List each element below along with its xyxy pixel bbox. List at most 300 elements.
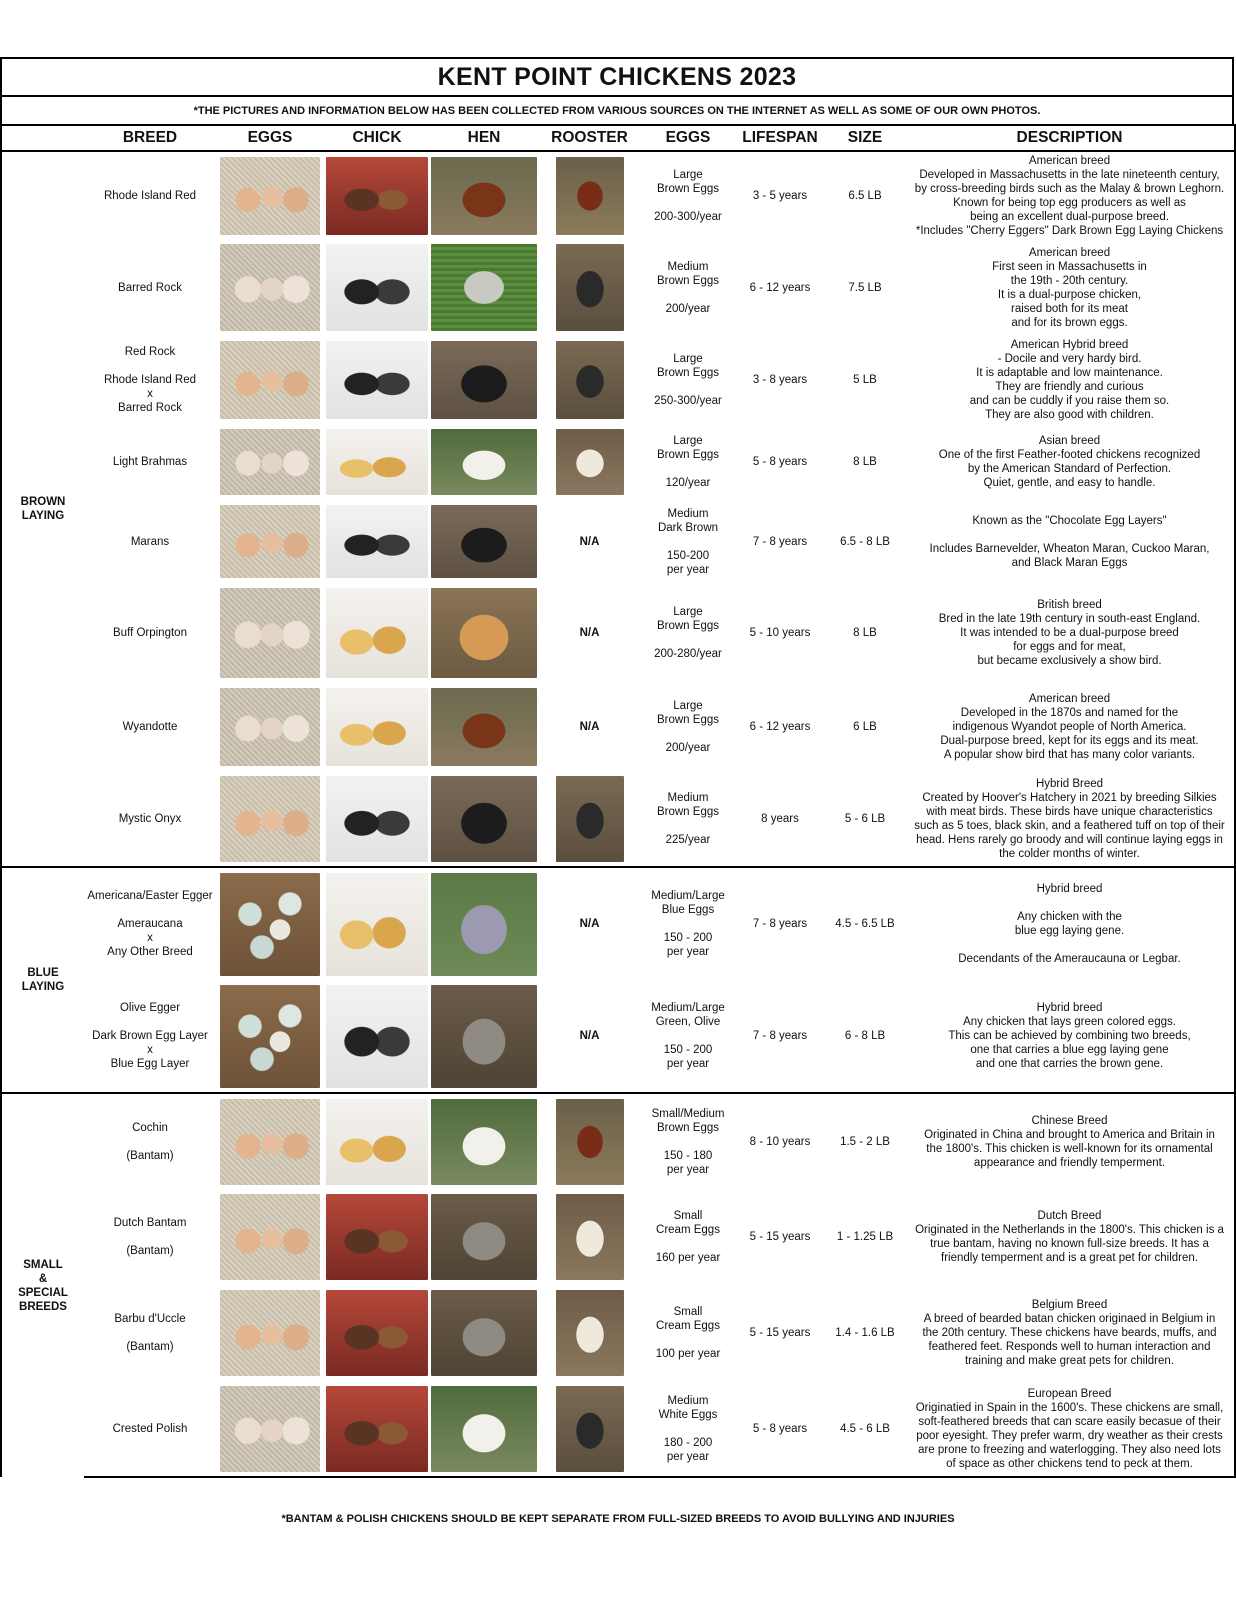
rooster-cell xyxy=(538,336,641,424)
text-line: Brown Eggs xyxy=(656,449,719,461)
text-line: Hybrid breed xyxy=(1036,1002,1103,1014)
eggs-photo xyxy=(220,1386,320,1472)
text-line: the 19th - 20th century. xyxy=(1010,274,1129,287)
text-line: Known for being top egg producers as well as xyxy=(953,196,1186,209)
chick-cell xyxy=(324,771,430,867)
text-line: and one that carries the brown gene. xyxy=(975,1058,1164,1070)
rooster-photo xyxy=(556,244,624,331)
size-value: 1.4 - 1.6 LB xyxy=(835,1327,895,1339)
text-line: White Eggs xyxy=(658,1408,718,1421)
chick-photo xyxy=(326,776,428,862)
text-line: Small/Medium xyxy=(651,1107,725,1120)
text-line: They are friendly and curious xyxy=(995,381,1144,393)
eggs-photo xyxy=(220,688,320,766)
chick-cell xyxy=(324,1285,430,1381)
text-line: Ameraucana xyxy=(117,918,183,930)
chicken-chart xyxy=(0,57,1234,1478)
text-line: per year xyxy=(666,563,710,576)
eggs-photo xyxy=(220,873,320,976)
text-line: Any chicken that lays green colored eggs. xyxy=(963,1016,1176,1028)
header-rooster: ROOSTER xyxy=(538,125,641,151)
text-line: Small xyxy=(673,1306,703,1318)
breed-description xyxy=(905,1285,1235,1381)
text-line: 250-300/year xyxy=(654,395,722,407)
size-value: 4.5 - 6 LB xyxy=(825,1381,905,1477)
group-label-line: LAYING xyxy=(21,510,65,522)
text-line: Medium xyxy=(667,791,709,804)
egg-info xyxy=(641,583,735,683)
text-line: Originatied in Spain in the 1600's. These chickens are small, xyxy=(915,1401,1224,1414)
eggs-cell xyxy=(216,771,324,867)
eggs-cell xyxy=(216,867,324,980)
page-title: KENT POINT CHICKENS 2023 xyxy=(0,57,1234,95)
text-line: Cochin xyxy=(132,1121,168,1134)
text-line: Large xyxy=(673,606,703,618)
hen-cell xyxy=(430,424,538,500)
text-line: Chinese Breed xyxy=(1031,1114,1108,1127)
hen-photo xyxy=(431,588,537,678)
rooster-na: N/A xyxy=(579,535,600,548)
size-value: 5 - 6 LB xyxy=(844,812,886,825)
egg-info xyxy=(641,336,735,424)
text-line: Brown Eggs xyxy=(656,274,719,287)
text-line: Barred Rock xyxy=(118,281,182,294)
text-line: Hybrid breed xyxy=(1036,883,1103,895)
hen-photo xyxy=(431,1194,537,1280)
hen-cell xyxy=(430,980,538,1093)
text-line: per year xyxy=(666,1450,710,1463)
text-line: Mystic Onyx xyxy=(118,812,182,825)
text-line: Green, Olive xyxy=(655,1016,721,1028)
hen-photo xyxy=(431,1099,537,1185)
text-line: x xyxy=(147,1044,153,1056)
chick-photo xyxy=(326,588,428,678)
breed-row xyxy=(1,424,1235,500)
hen-photo xyxy=(431,1386,537,1472)
text-line xyxy=(641,727,735,741)
text-line: Medium/Large xyxy=(651,1002,725,1014)
breed-name xyxy=(84,1189,216,1285)
egg-info xyxy=(641,1381,735,1477)
chick-cell xyxy=(324,1381,430,1477)
chick-photo xyxy=(326,688,428,766)
egg-info xyxy=(641,1093,735,1189)
text-line: Large xyxy=(673,435,703,447)
chick-photo xyxy=(326,505,428,578)
eggs-cell xyxy=(216,424,324,500)
hen-photo xyxy=(431,1290,537,1376)
hen-cell xyxy=(430,1093,538,1189)
text-line: Buff Orpington xyxy=(113,627,187,639)
text-line: the 20th century. These chickens have beards, muffs, and xyxy=(922,1327,1217,1339)
chick-cell xyxy=(324,980,430,1093)
text-line: Large xyxy=(673,700,703,712)
text-line xyxy=(905,938,1234,952)
chick-cell xyxy=(324,500,430,583)
lifespan-value: 7 - 8 years xyxy=(752,1030,808,1042)
text-line: Cream Eggs xyxy=(656,1320,720,1332)
text-line: Medium/Large xyxy=(651,890,725,902)
chick-photo xyxy=(326,244,428,331)
text-line: indigenous Wyandot people of North America. xyxy=(952,721,1187,733)
rooster-cell xyxy=(538,239,641,336)
hen-cell xyxy=(430,583,538,683)
text-line xyxy=(641,1333,735,1347)
text-line: 150 - 180 xyxy=(663,1149,713,1162)
hen-photo xyxy=(431,776,537,862)
breed-description xyxy=(905,1093,1235,1189)
egg-info xyxy=(641,867,735,980)
eggs-cell xyxy=(216,151,324,239)
text-line: Hybrid Breed xyxy=(1035,777,1104,790)
text-line: American breed xyxy=(1028,154,1111,167)
lifespan-value: 3 - 5 years xyxy=(735,151,825,239)
breed-name xyxy=(84,1285,216,1381)
text-line: Light Brahmas xyxy=(112,456,188,468)
breed-name xyxy=(84,1381,216,1477)
text-line xyxy=(641,1029,735,1043)
egg-info xyxy=(641,771,735,867)
size-value: 5 LB xyxy=(853,374,877,386)
header-hen: HEN xyxy=(430,125,538,151)
text-line: Dutch Bantam xyxy=(113,1217,187,1229)
rooster-photo xyxy=(556,1099,624,1185)
text-line: Dual-purpose breed, kept for its eggs and its meat. xyxy=(940,735,1199,747)
hen-photo xyxy=(431,873,537,976)
breed-row xyxy=(1,1093,1235,1189)
text-line: Developed in Massachusetts in the late nineteenth century, xyxy=(919,168,1220,181)
breed-row xyxy=(1,1381,1235,1477)
hen-cell xyxy=(430,151,538,239)
text-line xyxy=(84,1326,216,1340)
text-line: by the American Standard of Perfection. xyxy=(967,463,1172,475)
text-line xyxy=(641,1422,735,1436)
breed-row xyxy=(1,980,1235,1093)
text-line: Barbu d'Uccle xyxy=(114,1313,186,1325)
breed-row xyxy=(1,500,1235,583)
text-line: (Bantam) xyxy=(126,1245,174,1257)
text-line: Rhode Island Red xyxy=(103,374,197,386)
text-line: friendly temperment and is a great pet for children. xyxy=(941,1252,1198,1264)
rooster-cell xyxy=(538,424,641,500)
group-label-line: LAYING xyxy=(21,981,65,993)
text-line: 200/year xyxy=(665,742,711,754)
text-line: x xyxy=(147,932,153,944)
text-line: x xyxy=(147,388,153,400)
size-value: 7.5 LB xyxy=(848,281,882,294)
chick-photo xyxy=(326,1194,428,1280)
text-line: per year xyxy=(666,1058,710,1070)
text-line: for eggs and for meat, xyxy=(1013,641,1126,653)
text-line xyxy=(641,917,735,931)
text-line: blue egg laying gene. xyxy=(1014,925,1125,937)
text-line: Brown Eggs xyxy=(656,620,719,632)
size-value: 4.5 - 6.5 LB xyxy=(825,867,905,980)
breed-name xyxy=(84,771,216,867)
text-line: 180 - 200 xyxy=(663,1436,713,1449)
text-line: British breed xyxy=(1037,599,1102,611)
text-line: such as 5 toes, black skin, and a feathered tuff on top of their xyxy=(914,819,1225,832)
eggs-photo xyxy=(220,1099,320,1185)
breed-name xyxy=(84,500,216,583)
chick-photo xyxy=(326,341,428,419)
text-line: training and make great pets for children. xyxy=(964,1355,1175,1367)
chick-photo xyxy=(326,429,428,495)
breed-description xyxy=(905,239,1235,336)
size-value: 8 LB xyxy=(853,627,877,639)
text-line: Barred Rock xyxy=(118,402,182,414)
eggs-photo xyxy=(220,776,320,862)
text-line: Red Rock xyxy=(124,346,176,358)
breed-table xyxy=(0,124,1236,1478)
text-line xyxy=(84,1135,216,1149)
chick-photo xyxy=(326,985,428,1088)
eggs-photo xyxy=(220,1290,320,1376)
eggs-photo xyxy=(220,244,320,331)
breed-row xyxy=(1,151,1235,239)
text-line: This can be achieved by combining two breeds, xyxy=(948,1030,1191,1042)
header-eggs: EGGS xyxy=(641,125,735,151)
text-line: are prone to freezing and waterlogging. They also need lots xyxy=(918,1443,1221,1456)
rooster-cell xyxy=(538,1285,641,1381)
header-description: DESCRIPTION xyxy=(905,125,1235,151)
hen-photo xyxy=(431,341,537,419)
text-line: 150 - 200 xyxy=(663,932,713,944)
chick-photo xyxy=(326,873,428,976)
chick-photo xyxy=(326,1290,428,1376)
text-line: First seen in Massachusetts in xyxy=(992,260,1147,273)
text-line: Large xyxy=(673,168,703,181)
breed-name xyxy=(84,683,216,771)
size-value: 6 LB xyxy=(853,721,877,733)
text-line: Any chicken with the xyxy=(1017,911,1122,923)
rooster-photo xyxy=(556,429,624,495)
egg-info xyxy=(641,1285,735,1381)
text-line: It is a dual-purpose chicken, xyxy=(997,288,1142,301)
text-line: the colder months of winter. xyxy=(999,847,1140,860)
text-line: per year xyxy=(666,946,710,958)
text-line: Developed in the 1870s and named for the xyxy=(960,707,1179,719)
text-line: the 1800's. This chicken is well-known for its ornamental xyxy=(926,1142,1213,1155)
size-value: 6.5 LB xyxy=(825,151,905,239)
hen-cell xyxy=(430,336,538,424)
text-line: Brown Eggs xyxy=(656,1121,719,1134)
text-line xyxy=(84,359,216,373)
text-line: and can be cuddly if you raise them so. xyxy=(969,395,1170,407)
eggs-cell xyxy=(216,1189,324,1285)
text-line: American Hybrid breed xyxy=(1010,339,1129,351)
rooster-na: N/A xyxy=(579,721,600,733)
breed-description xyxy=(905,683,1235,771)
lifespan-value: 5 - 15 years xyxy=(749,1327,811,1339)
breed-description xyxy=(905,336,1235,424)
egg-info xyxy=(641,424,735,500)
lifespan-value: 5 - 10 years xyxy=(749,627,811,639)
text-line xyxy=(641,819,735,833)
chick-cell xyxy=(324,683,430,771)
group-label-small xyxy=(1,1093,84,1477)
breed-row xyxy=(1,1285,1235,1381)
text-line: 150 - 200 xyxy=(663,1044,713,1056)
text-line: *Includes "Cherry Eggers" Dark Brown Egg Laying Chickens xyxy=(915,224,1224,237)
text-line: Bred in the late 19th century in south-east England. xyxy=(938,613,1201,625)
eggs-photo xyxy=(220,505,320,578)
text-line xyxy=(641,462,735,476)
text-line: Quiet, gentle, and easy to handle. xyxy=(983,477,1156,489)
egg-info xyxy=(641,1189,735,1285)
eggs-photo xyxy=(220,588,320,678)
text-line: but became exclusively a show bird. xyxy=(977,655,1162,667)
chick-cell xyxy=(324,867,430,980)
eggs-cell xyxy=(216,239,324,336)
header-group xyxy=(1,125,84,151)
text-line: Rhode Island Red xyxy=(103,189,197,202)
size-value: 6.5 - 8 LB xyxy=(840,535,890,548)
breed-row xyxy=(1,867,1235,980)
breed-name xyxy=(84,867,216,980)
text-line: Wyandotte xyxy=(122,721,178,733)
breed-name xyxy=(84,424,216,500)
hen-photo xyxy=(431,244,537,331)
text-line: head. Hens rarely go broody and will continue laying eggs in xyxy=(916,833,1223,846)
text-line: Olive Egger xyxy=(119,1002,181,1014)
breed-description xyxy=(905,500,1235,583)
size-value: 1.5 - 2 LB xyxy=(825,1093,905,1189)
hen-cell xyxy=(430,771,538,867)
eggs-cell xyxy=(216,583,324,683)
footnote: *BANTAM & POLISH CHICKENS SHOULD BE KEPT SEPARATE FROM FULL-SIZED BREEDS TO AVOID BULLYING AND INJURIES xyxy=(281,1513,955,1525)
rooster-na: N/A xyxy=(579,1030,600,1042)
chick-photo xyxy=(326,1386,428,1472)
breed-description xyxy=(905,151,1235,239)
eggs-photo xyxy=(220,1194,320,1280)
text-line: It is adaptable and low maintenance. xyxy=(976,367,1163,379)
breed-description xyxy=(905,1381,1235,1477)
text-line: Known as the "Chocolate Egg Layers" xyxy=(972,514,1167,527)
text-line: Any Other Breed xyxy=(107,946,193,958)
group-label-brown xyxy=(1,151,84,867)
breed-description xyxy=(905,583,1235,683)
eggs-photo xyxy=(220,985,320,1088)
text-line xyxy=(84,1230,216,1244)
hen-cell xyxy=(430,867,538,980)
text-line: A popular show bird that has many color variants. xyxy=(943,749,1196,761)
breed-name xyxy=(84,583,216,683)
text-line: per year xyxy=(666,1163,710,1176)
eggs-cell xyxy=(216,500,324,583)
breed-description xyxy=(905,424,1235,500)
text-line: true bantam, having no known full-size breeds. It has a xyxy=(930,1238,1209,1250)
chick-photo xyxy=(326,157,428,235)
lifespan-value: 5 - 15 years xyxy=(749,1231,811,1243)
breed-row xyxy=(1,1189,1235,1285)
text-line: Dutch Breed xyxy=(1037,1210,1102,1222)
text-line: American breed xyxy=(1028,693,1111,705)
text-line: Brown Eggs xyxy=(656,182,719,195)
text-line: - Docile and very hardy bird. xyxy=(997,353,1142,365)
size-value: 1 - 1.25 LB xyxy=(836,1231,894,1243)
header-lifespan: LIFESPAN xyxy=(735,125,825,151)
group-label-line: BLUE xyxy=(27,967,59,979)
group-label-line: SMALL xyxy=(23,1258,63,1271)
text-line: American breed xyxy=(1028,246,1111,259)
text-line: One of the first Feather-footed chickens recognized xyxy=(938,449,1201,461)
text-line xyxy=(641,1135,735,1149)
lifespan-value: 5 - 8 years xyxy=(735,1381,825,1477)
text-line: by cross-breeding birds such as the Malay & brown Leghorn. xyxy=(914,182,1225,195)
text-line xyxy=(641,1237,735,1251)
text-line: Originated in China and brought to America and Britain in xyxy=(924,1128,1215,1141)
text-line xyxy=(641,535,735,549)
text-line xyxy=(641,288,735,302)
source-note: *THE PICTURES AND INFORMATION BELOW HAS BEEN COLLECTED FROM VARIOUS SOURCES ON THE INTERNET AS WELL AS SOME OF OUR OWN PHOTOS. xyxy=(0,95,1234,124)
text-line: A breed of bearded batan chicken originaed in Belgium in xyxy=(923,1313,1216,1325)
text-line: (Bantam) xyxy=(126,1341,174,1353)
breed-name xyxy=(84,980,216,1093)
lifespan-value: 6 - 12 years xyxy=(749,281,811,294)
text-line: Cream Eggs xyxy=(656,1224,720,1236)
eggs-cell xyxy=(216,1285,324,1381)
eggs-photo xyxy=(220,341,320,419)
lifespan-value: 7 - 8 years xyxy=(752,535,808,548)
text-line: Dark Brown xyxy=(657,521,719,534)
hen-photo xyxy=(431,985,537,1088)
rooster-photo xyxy=(556,1290,624,1376)
eggs-cell xyxy=(216,1381,324,1477)
text-line: Marans xyxy=(130,535,170,548)
text-line: European Breed xyxy=(1027,1387,1112,1400)
header-breed: BREED xyxy=(84,125,216,151)
text-line: raised both for its meat xyxy=(1011,302,1128,315)
text-line xyxy=(641,380,735,394)
breed-row xyxy=(1,583,1235,683)
text-line: 200-300/year xyxy=(654,210,722,223)
header-size: SIZE xyxy=(825,125,905,151)
text-line: Blue Eggs xyxy=(661,904,715,916)
breed-row xyxy=(1,771,1235,867)
hen-cell xyxy=(430,1189,538,1285)
egg-info xyxy=(641,239,735,336)
text-line: Medium xyxy=(667,507,709,520)
rooster-cell xyxy=(538,151,641,239)
text-line: 100 per year xyxy=(655,1348,721,1360)
text-line: 200-280/year xyxy=(654,648,722,660)
egg-info xyxy=(641,683,735,771)
rooster-photo xyxy=(556,776,624,862)
breed-description xyxy=(905,1189,1235,1285)
rooster-cell xyxy=(538,771,641,867)
header-chick: CHICK xyxy=(324,125,430,151)
text-line: 120/year xyxy=(665,477,711,489)
lifespan-value: 7 - 8 years xyxy=(735,867,825,980)
group-label-line: BROWN xyxy=(20,496,66,508)
text-line: 160 per year xyxy=(655,1252,721,1264)
text-line: and for its brown eggs. xyxy=(1011,316,1128,329)
text-line: Asian breed xyxy=(1038,435,1101,447)
text-line: one that carries a blue egg laying gene xyxy=(970,1044,1169,1056)
eggs-photo xyxy=(220,429,320,495)
breed-row xyxy=(1,683,1235,771)
text-line xyxy=(84,1015,216,1029)
rooster-na: N/A xyxy=(579,627,600,639)
chick-cell xyxy=(324,151,430,239)
text-line xyxy=(905,896,1234,910)
eggs-photo xyxy=(220,157,320,235)
eggs-cell xyxy=(216,1093,324,1189)
rooster-cell xyxy=(538,1093,641,1189)
text-line: It was intended to be a dual-purpose breed xyxy=(960,627,1179,639)
chick-cell xyxy=(324,336,430,424)
